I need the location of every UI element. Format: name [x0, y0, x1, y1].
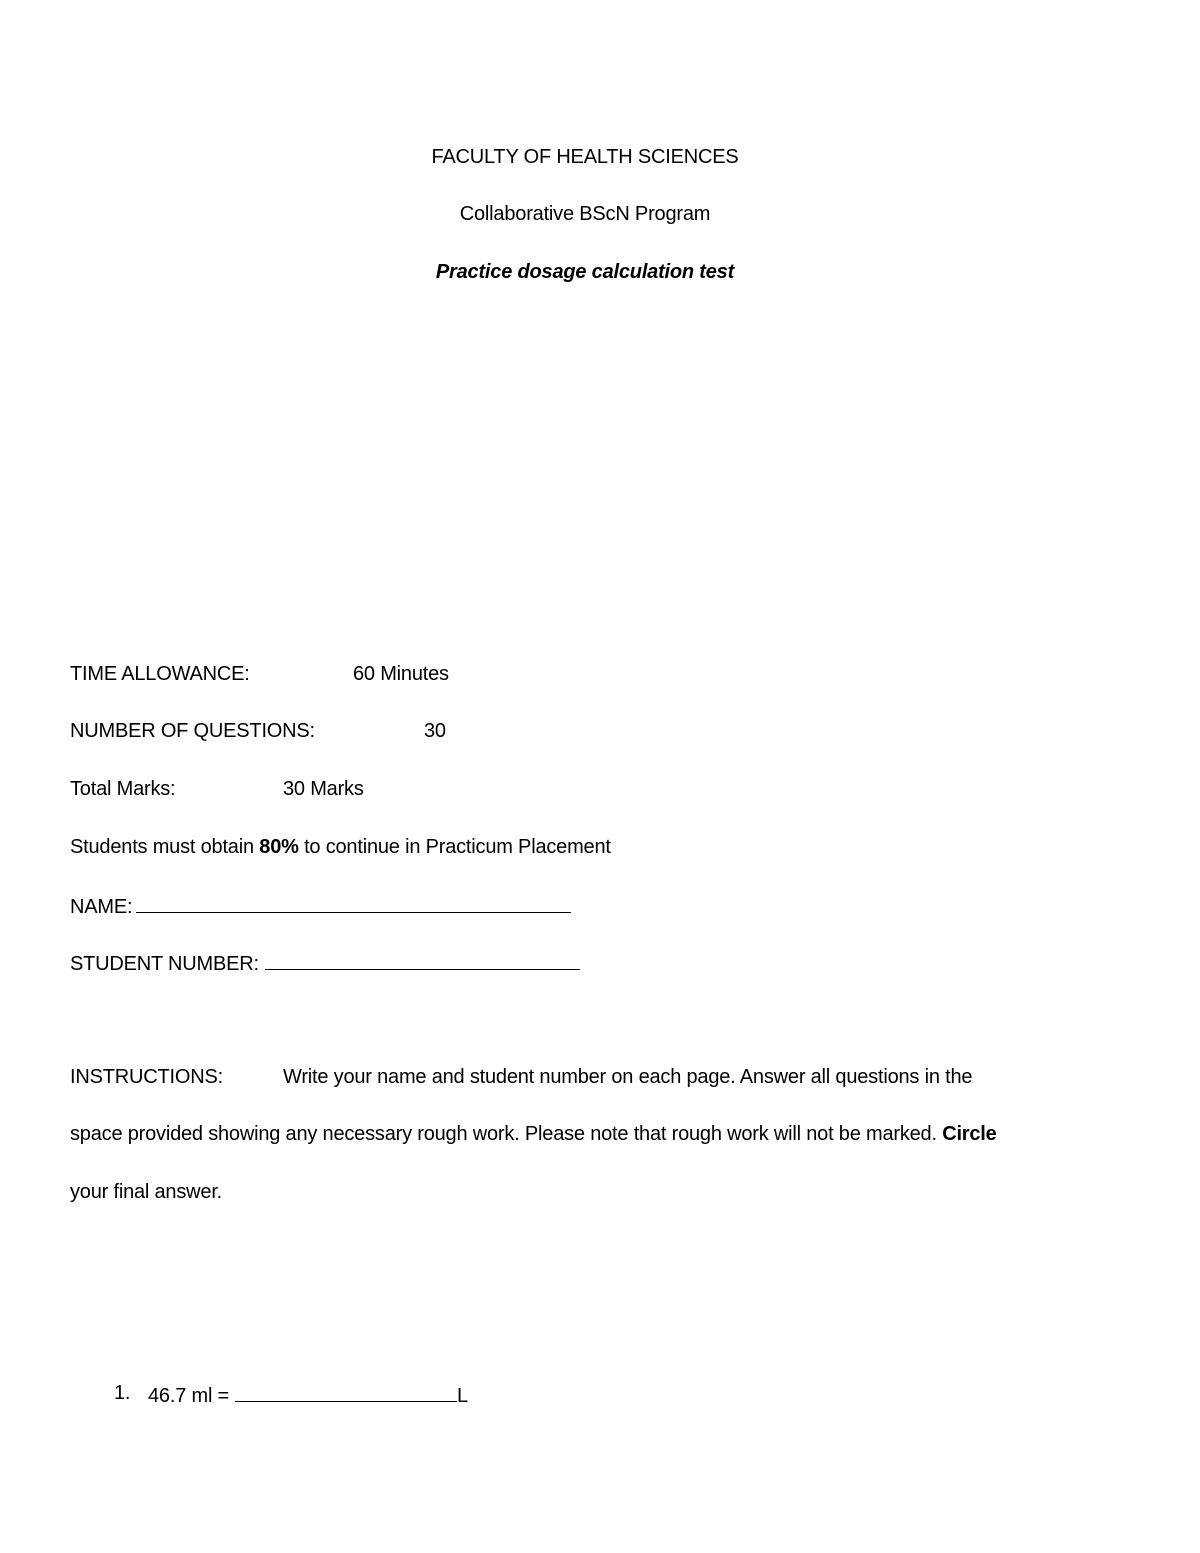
- name-row: [70, 892, 571, 919]
- pass-requirement-percent: 80%: [259, 836, 299, 858]
- name-label: NAME:: [70, 896, 133, 918]
- number-of-questions-value: 30: [424, 720, 446, 742]
- time-allowance-label: TIME ALLOWANCE:: [70, 663, 250, 685]
- program-heading: Collaborative BScN Program: [459, 203, 711, 225]
- question-prompt: 46.7 ml =: [148, 1385, 230, 1407]
- instructions-label: INSTRUCTIONS:: [70, 1066, 223, 1088]
- faculty-heading: FACULTY OF HEALTH SCIENCES: [431, 146, 739, 168]
- question-number: 1.: [114, 1382, 131, 1404]
- time-allowance-value: 60 Minutes: [353, 663, 449, 685]
- number-of-questions-label: NUMBER OF QUESTIONS:: [70, 720, 315, 742]
- question-row: [148, 1381, 468, 1408]
- instructions-line-1: Write your name and student number on each page. Answer all questions in the: [283, 1066, 973, 1088]
- student-number-field[interactable]: [265, 949, 580, 970]
- question-unit: L: [457, 1385, 468, 1407]
- name-field[interactable]: [136, 892, 571, 913]
- pass-requirement-post: to continue in Practicum Placement: [304, 836, 611, 858]
- instructions-circle-emphasis: Circle: [942, 1123, 997, 1145]
- student-number-label: STUDENT NUMBER:: [70, 953, 259, 975]
- instructions-line-2: [70, 1122, 997, 1146]
- instructions-line-2-text: space provided showing any necessary rough work. Please note that rough work will not be marked.: [70, 1123, 937, 1145]
- test-title: Practice dosage calculation test: [435, 261, 735, 283]
- total-marks-label: Total Marks:: [70, 778, 176, 800]
- total-marks-value: 30 Marks: [283, 778, 364, 800]
- instructions-line-3: your final answer.: [70, 1181, 223, 1203]
- pass-requirement-pre: Students must obtain: [70, 836, 254, 858]
- pass-requirement: [70, 835, 611, 859]
- student-number-row: [70, 949, 580, 976]
- answer-field[interactable]: [235, 1381, 457, 1402]
